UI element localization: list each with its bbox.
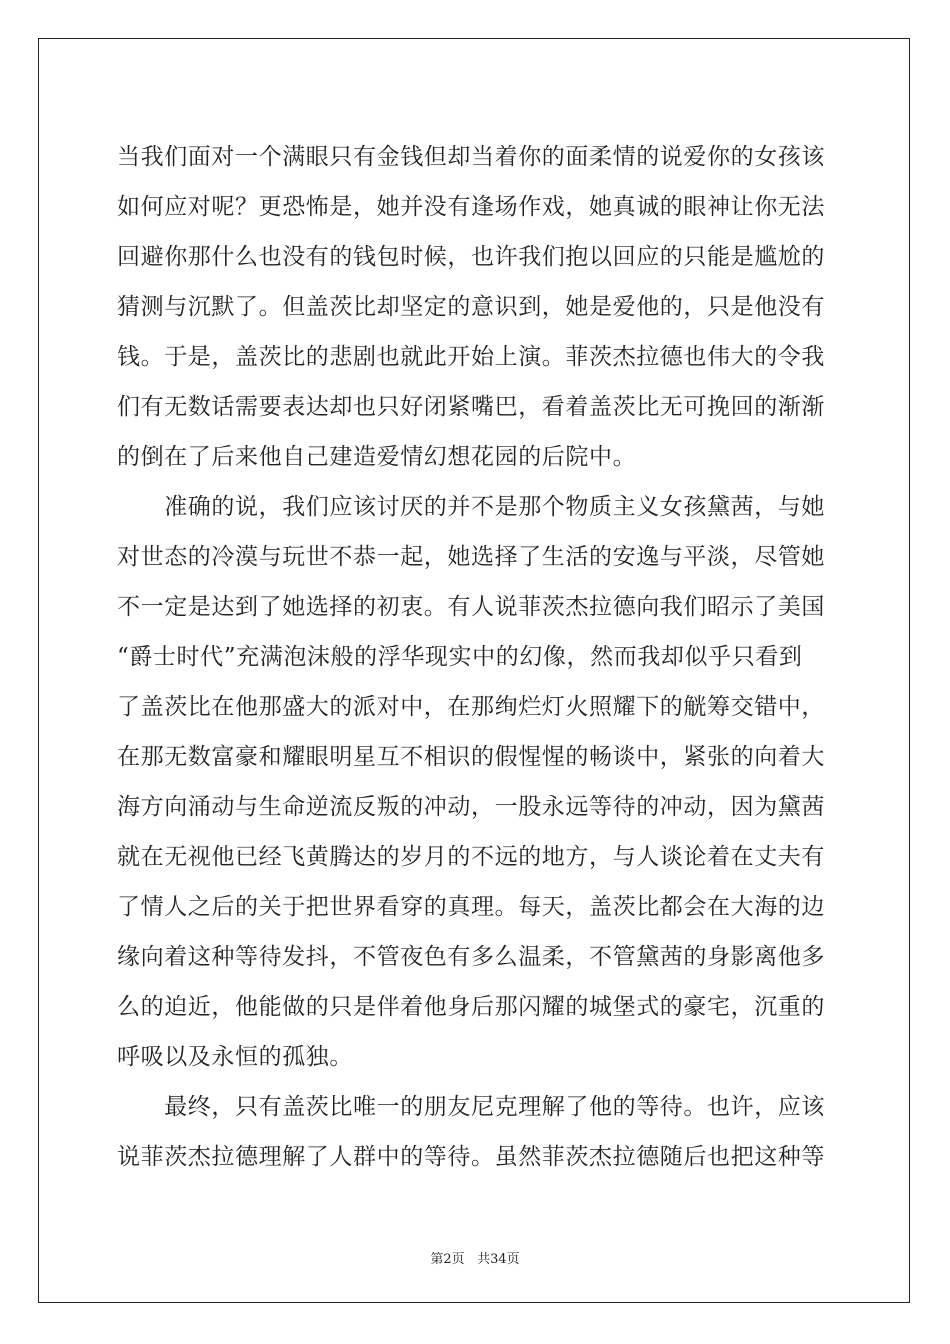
document-body <box>117 132 837 1182</box>
text-line: 就在无视他已经飞黄腾达的岁月的不远的地方，与人谈论着在丈夫有 <box>117 844 825 870</box>
text-line: 如何应对呢？更恐怖是，她并没有逢场作戏，她真诚的眼神让你无法 <box>117 194 825 220</box>
text-line: 么的迫近，他能做的只是伴着他身后那闪耀的城堡式的豪宅，沉重的 <box>117 994 825 1020</box>
page-total: 共34页 <box>477 1252 520 1267</box>
text-line: 猜测与沉默了。但盖茨比却坚定的意识到，她是爱他的，只是他没有 <box>117 294 825 320</box>
text-line: 呼吸以及永恒的孤独。 <box>117 1044 353 1070</box>
text-line: 不一定是达到了她选择的初衷。有人说菲茨杰拉德向我们昭示了美国 <box>117 594 825 620</box>
page-footer <box>0 1248 950 1267</box>
text-line: 在那无数富豪和耀眼明星互不相识的假惺惺的畅谈中，紧张的向着大 <box>117 744 825 770</box>
text-line: 海方向涌动与生命逆流反叛的冲动，一股永远等待的冲动，因为黛茜 <box>117 794 825 820</box>
page-number: 第2页 <box>430 1252 465 1267</box>
text-line: 钱。于是，盖茨比的悲剧也就此开始上演。菲茨杰拉德也伟大的令我 <box>117 344 825 370</box>
text-line: 了盖茨比在他那盛大的派对中，在那绚烂灯火照耀下的觥筹交错中， <box>117 694 825 720</box>
text-line: “爵士时代”充满泡沫般的浮华现实中的幻像，然而我却似乎只看到 <box>117 644 803 670</box>
text-line: 的倒在了后来他自己建造爱情幻想花园的后院中。 <box>117 444 637 470</box>
text-line: 当我们面对一个满眼只有金钱但却当着你的面柔情的说爱你的女孩该 <box>117 144 825 170</box>
text-line: 最终，只有盖茨比唯一的朋友尼克理解了他的等待。也许，应该 <box>117 1094 825 1120</box>
text-line: 们有无数话需要表达却也只好闭紧嘴巴，看着盖茨比无可挽回的渐渐 <box>117 394 825 420</box>
text-line: 对世态的冷漠与玩世不恭一起，她选择了生活的安逸与平淡，尽管她 <box>117 544 825 570</box>
paragraph-3 <box>117 1082 837 1182</box>
paragraph-1 <box>117 132 837 482</box>
text-line: 准确的说，我们应该讨厌的并不是那个物质主义女孩黛茜，与她 <box>117 494 825 520</box>
text-line: 了情人之后的关于把世界看穿的真理。每天，盖茨比都会在大海的边 <box>117 894 825 920</box>
text-line: 回避你那什么也没有的钱包时候，也许我们抱以回应的只能是尴尬的 <box>117 244 825 270</box>
paragraph-2 <box>117 482 837 1082</box>
text-line: 缘向着这种等待发抖，不管夜色有多么温柔，不管黛茜的身影离他多 <box>117 944 825 970</box>
text-line: 说菲茨杰拉德理解了人群中的等待。虽然菲茨杰拉德随后也把这种等 <box>117 1144 825 1170</box>
